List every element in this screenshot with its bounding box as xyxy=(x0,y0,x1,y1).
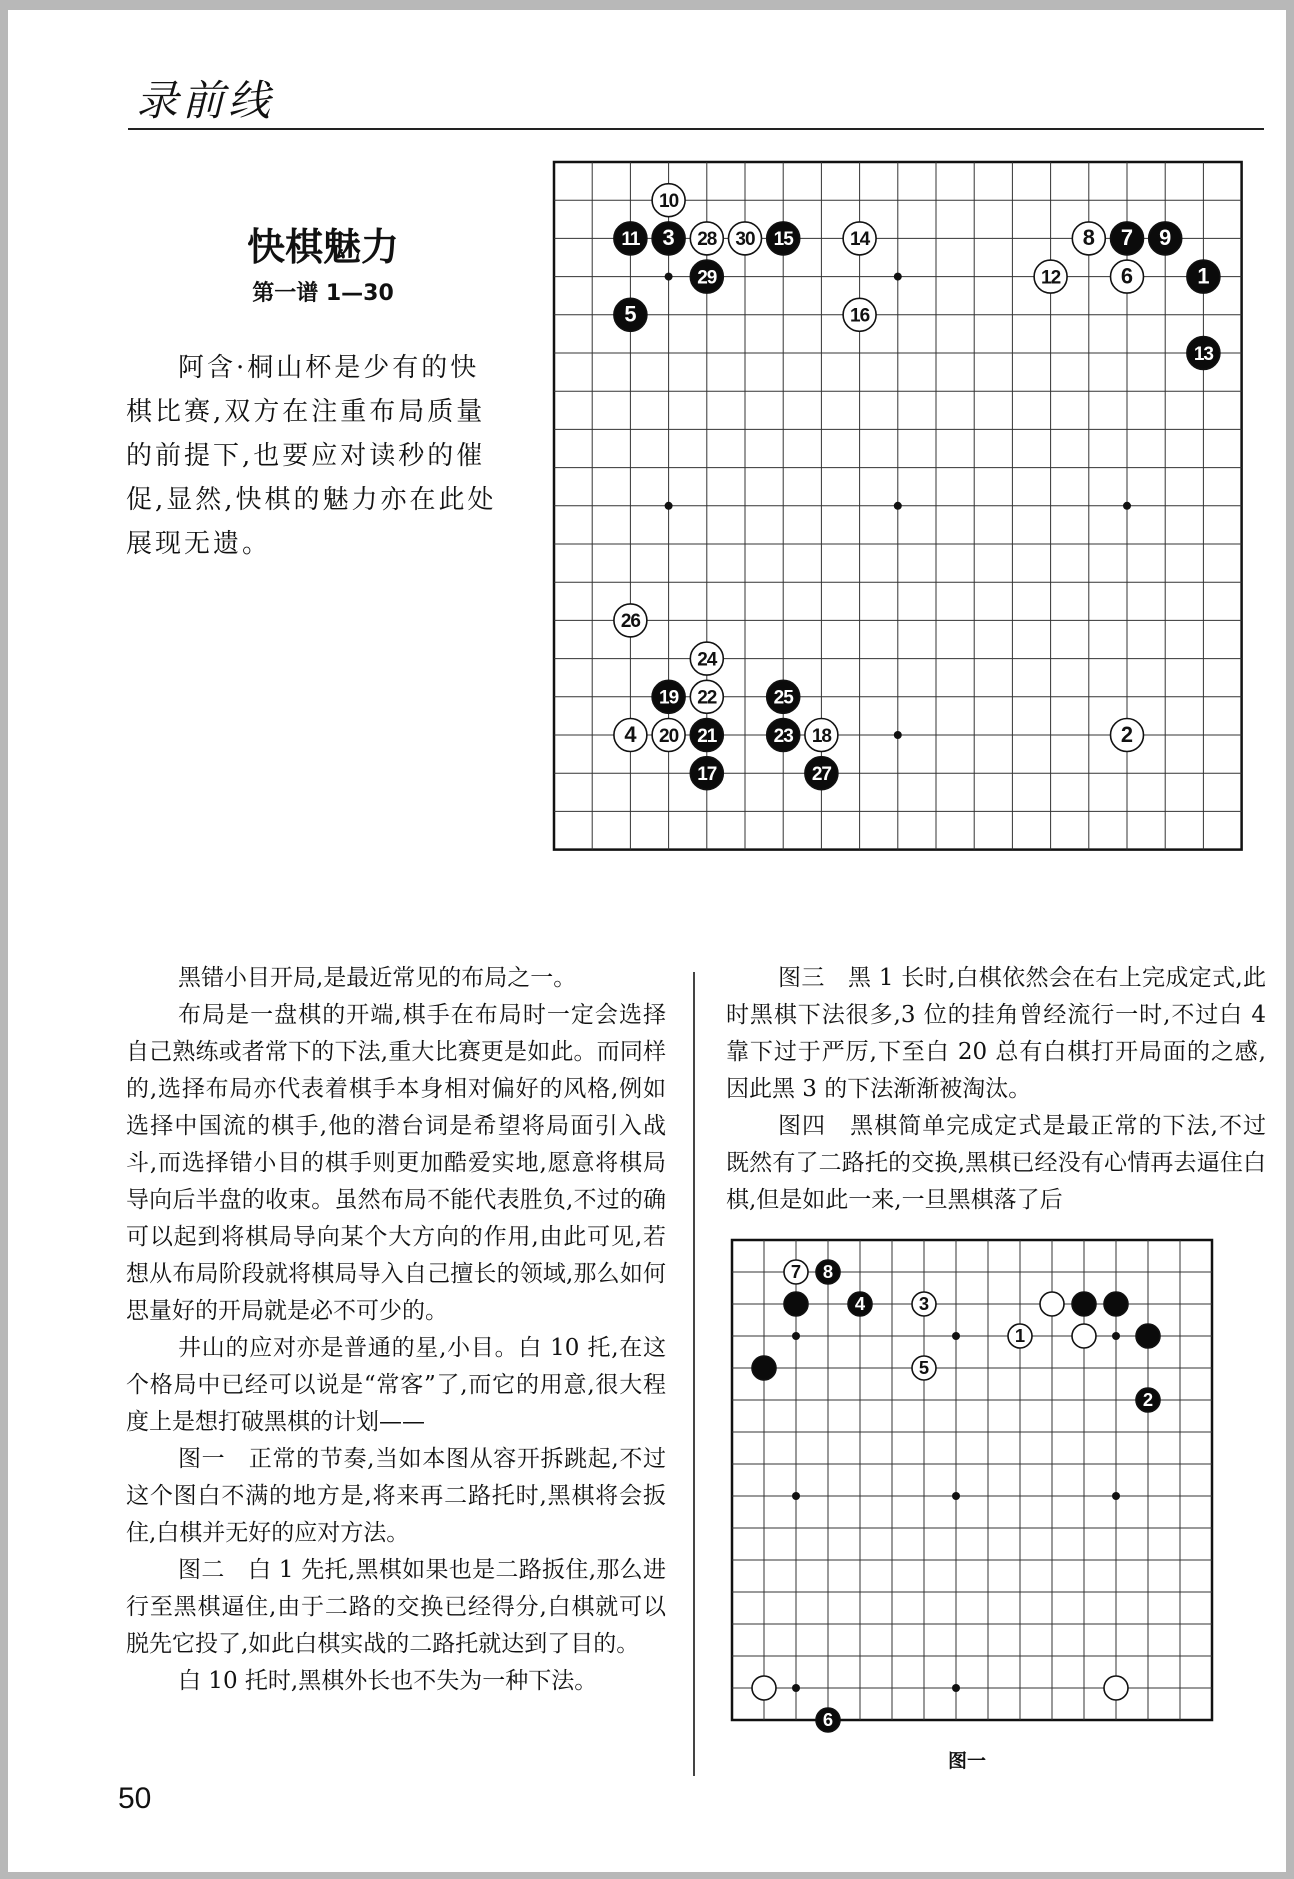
move-number: 21 xyxy=(697,725,717,747)
paragraph: 白 10 托时,黑棋外长也不失为一种下法。 xyxy=(178,1668,598,1694)
star-point xyxy=(952,1492,960,1500)
black-stone xyxy=(1072,1292,1096,1316)
move-number: 10 xyxy=(659,191,679,213)
column-divider xyxy=(693,972,695,1776)
move-number: 3 xyxy=(662,225,675,251)
move-number: 2 xyxy=(1120,721,1134,747)
move-number: 12 xyxy=(1041,267,1061,289)
go-board-figure-1 xyxy=(732,1240,1212,1730)
move-number: 23 xyxy=(773,725,793,747)
black-stone xyxy=(752,1356,776,1380)
move-number: 11 xyxy=(621,229,640,251)
black-stone xyxy=(784,1292,808,1316)
move-number: 20 xyxy=(659,725,679,747)
move-number: 6 xyxy=(822,1708,834,1730)
move-number: 16 xyxy=(850,305,870,327)
game-subtitle: 第一谱 1—30 xyxy=(252,281,394,306)
game-title: 快棋魅力 xyxy=(246,225,399,269)
move-number: 7 xyxy=(1120,225,1134,251)
white-stone xyxy=(1072,1324,1096,1348)
white-stone xyxy=(1040,1292,1064,1316)
move-number: 7 xyxy=(790,1260,802,1282)
move-number: 19 xyxy=(659,687,679,709)
move-number: 1 xyxy=(1197,263,1210,289)
figure-caption: 图一 xyxy=(948,1750,987,1772)
star-point xyxy=(1112,1332,1120,1340)
left-text-column xyxy=(126,960,666,1700)
white-stone xyxy=(1104,1676,1128,1700)
move-number: 17 xyxy=(697,764,717,786)
page-number: 50 xyxy=(118,1782,152,1815)
paragraph: 布局是一盘棋的开端,棋手在布局时一定会选择自己熟练或者常下的下法,重大比赛更是如此。而同样的,选择布局亦代表着棋手本身相对偏好的风格,例如选择中国流的棋手,他的潜台词是希望将局面引入战斗,而选择错小目的棋手则更加酷爱实地,愿意将棋局导向后半盘的收束。虽然布局不能代表胜负,不过的确可以起到将棋局导向某个大方向的作用,由此可见,若想从布局阶段就将棋局导入自己擅长的领域,那么如何思量好的开局就是必不可少的。 xyxy=(126,1002,666,1324)
move-number: 24 xyxy=(697,649,717,671)
paragraph: 井山的应对亦是普通的星,小目。白 10 托,在这个格局中已经可以说是“常客”了,而它的用意,很大程度上是想打破黑棋的计划—— xyxy=(126,1335,666,1435)
star-point xyxy=(792,1332,800,1340)
paragraph: 黑错小目开局,是最近常见的布局之一。 xyxy=(178,965,577,991)
star-point xyxy=(894,731,902,739)
star-point xyxy=(665,502,673,510)
move-number: 3 xyxy=(918,1292,930,1314)
star-point xyxy=(792,1684,800,1692)
paragraph: 图四 黑棋简单完成定式是最正常的下法,不过既然有了二路托的交换,黑棋已经没有心情再去逼住白棋,但是如此一来,一旦黑棋落了后 xyxy=(726,1113,1266,1213)
move-number: 27 xyxy=(811,764,831,786)
move-number: 30 xyxy=(735,229,755,251)
black-stone xyxy=(1136,1324,1160,1348)
move-number: 4 xyxy=(854,1292,866,1314)
move-number: 22 xyxy=(697,687,717,709)
move-number: 13 xyxy=(1193,343,1213,365)
move-number: 5 xyxy=(624,301,637,327)
move-number: 8 xyxy=(1082,225,1095,251)
column-header: 录前线 xyxy=(136,76,275,125)
star-point xyxy=(952,1684,960,1692)
header-rule xyxy=(128,128,1264,130)
move-number: 18 xyxy=(811,725,831,747)
move-number: 5 xyxy=(918,1356,930,1378)
move-number: 4 xyxy=(624,721,637,747)
move-number: 8 xyxy=(822,1260,834,1282)
intro-paragraph: 阿含·桐山杯是少有的快棋比赛,双方在注重布局质量的前提下,也要应对读秒的催促,显然,快棋的魅力亦在此处展现无遗。 xyxy=(126,353,497,559)
move-number: 15 xyxy=(773,229,793,251)
star-point xyxy=(792,1492,800,1500)
star-point xyxy=(1123,502,1131,510)
paragraph: 图三 黑 1 长时,白棋依然会在右上完成定式,此时黑棋下法很多,3 位的挂角曾经流行一时,不过白 4 靠下过于严厉,下至白 20 总有白棋打开局面的之感,因此黑 3 的下法渐渐被淘汰。 xyxy=(726,965,1266,1102)
paragraph: 图二 白 1 先托,黑棋如果也是二路扳住,那么进行至黑棋逼住,由于二路的交换已经得分,白棋就可以脱先它投了,如此白棋实战的二路托就达到了目的。 xyxy=(126,1557,666,1657)
move-number: 6 xyxy=(1120,263,1134,289)
star-point xyxy=(952,1332,960,1340)
white-stone xyxy=(752,1676,776,1700)
move-number: 26 xyxy=(620,611,640,633)
move-number: 1 xyxy=(1014,1324,1026,1346)
move-number: 2 xyxy=(1142,1388,1154,1410)
move-number: 25 xyxy=(773,687,793,709)
black-stone xyxy=(1104,1292,1128,1316)
paragraph: 图一 正常的节奏,当如本图从容开拆跳起,不过这个图白不满的地方是,将来再二路托时,黑棋将会扳住,白棋并无好的应对方法。 xyxy=(126,1446,666,1546)
star-point xyxy=(894,273,902,281)
move-number: 28 xyxy=(697,229,717,251)
move-number: 14 xyxy=(850,229,870,251)
star-point xyxy=(1112,1492,1120,1500)
right-text-column xyxy=(726,960,1266,1219)
star-point xyxy=(665,273,673,281)
star-point xyxy=(894,502,902,510)
go-board-main-diagram xyxy=(554,162,1242,856)
move-number: 9 xyxy=(1159,225,1172,251)
move-number: 29 xyxy=(697,267,717,289)
